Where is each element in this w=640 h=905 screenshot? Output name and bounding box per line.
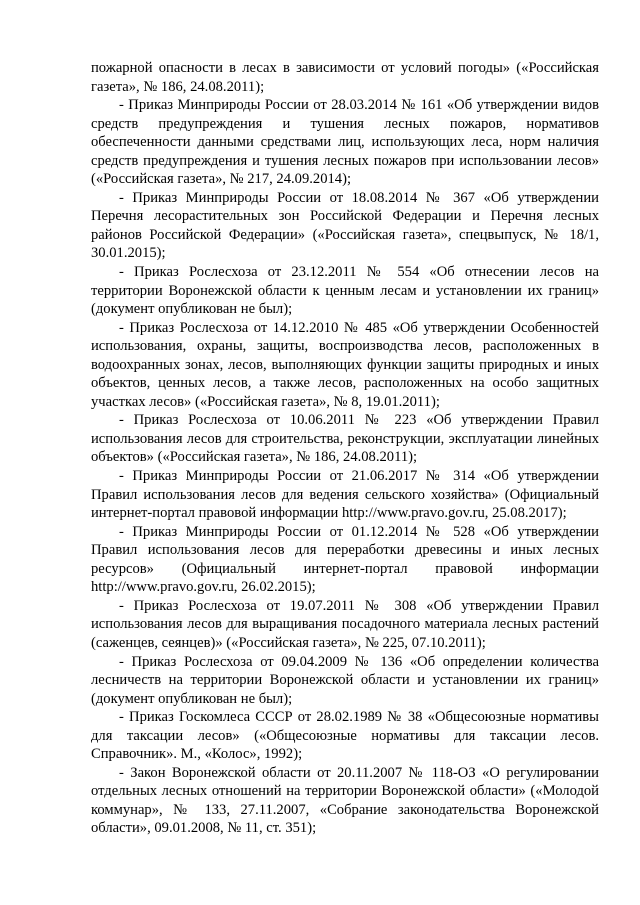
document-paragraph: - Приказ Минприроды России от 28.03.2014 № 161 «Об утверждении видов средств предупреждения и тушения лесных пожаров, нормативов обеспеченности данными средствами лиц, использующих леса, норм наличия средств предупреждения и тушения лесных пожаров при использовании лесов» («Российская газета», № 217, 24.09.2014); <box>91 97 599 188</box>
document-paragraph: - Закон Воронежской области от 20.11.2007 № 118-ОЗ «О регулировании отдельных лесных отношений на территории Воронежской области» («Молодой коммунар», № 133, 27.11.2007, «Собрание законодательства Воронежской области», 09.01.2008, № 11, ст. 351); <box>91 764 599 837</box>
document-paragraph: - Приказ Минприроды России от 21.06.2017 № 314 «Об утверждении Правил использования лесов для ведения сельского хозяйства» (Официальный интернет-портал правовой информации http://www.pravo.gov.ru, 25.08.2017); <box>91 468 599 522</box>
document-paragraph: - Приказ Рослесхоза от 23.12.2011 № 554 «Об отнесении лесов на территории Воронежской области к ценным лесам и установлении их границ» (документ опубликован не был); <box>91 264 599 318</box>
document-paragraph: - Приказ Госкомлеса СССР от 28.02.1989 № 38 «Общесоюзные нормативы для таксации лесов» («Общесоюзные нормативы для таксации лесов. Справочник». М., «Колос», 1992); <box>91 709 599 763</box>
document-paragraph: - Приказ Минприроды России от 01.12.2014 № 528 «Об утверждении Правил использования лесов для переработки древесины и иных лесных ресурсов» (Официальный интернет-портал правовой информации http://www.pravo.gov.ru, 26.02.2015); <box>91 523 599 596</box>
document-paragraph: - Приказ Рослесхоза от 19.07.2011 № 308 «Об утверждении Правил использования лесов для выращивания посадочного материала лесных растений (саженцев, сеянцев)» («Российская газета», № 225, 07.10.2011); <box>91 597 599 651</box>
document-paragraph-continued: пожарной опасности в лесах в зависимости от условий погоды» («Российская газета», № 186, 24.08.2011); <box>91 60 599 95</box>
document-paragraph: - Приказ Рослесхоза от 09.04.2009 № 136 «Об определении количества лесничеств на территории Воронежской области и установлении их границ» (документ опубликован не был); <box>91 653 599 707</box>
document-paragraph: - Приказ Рослесхоза от 10.06.2011 № 223 «Об утверждении Правил использования лесов для строительства, реконструкции, эксплуатации линейных объектов» («Российская газета», № 186, 24.08.2011); <box>91 412 599 466</box>
document-page <box>91 59 599 838</box>
document-paragraph: - Приказ Минприроды России от 18.08.2014 № 367 «Об утверждении Перечня лесорастительных зон Российской Федерации и Перечня лесных районов Российской Федерации» («Российская газета», спецвыпуск, № 18/1, 30.01.2015); <box>91 189 599 262</box>
document-paragraph: - Приказ Рослесхоза от 14.12.2010 № 485 «Об утверждении Особенностей использования, охраны, защиты, воспроизводства лесов, расположенных в водоохранных зонах, лесов, выполняющих функции защиты природных и иных объектов, ценных лесов, а также лесов, расположенных на особо защитных участках лесов» («Российская газета», № 8, 19.01.2011); <box>91 319 599 410</box>
